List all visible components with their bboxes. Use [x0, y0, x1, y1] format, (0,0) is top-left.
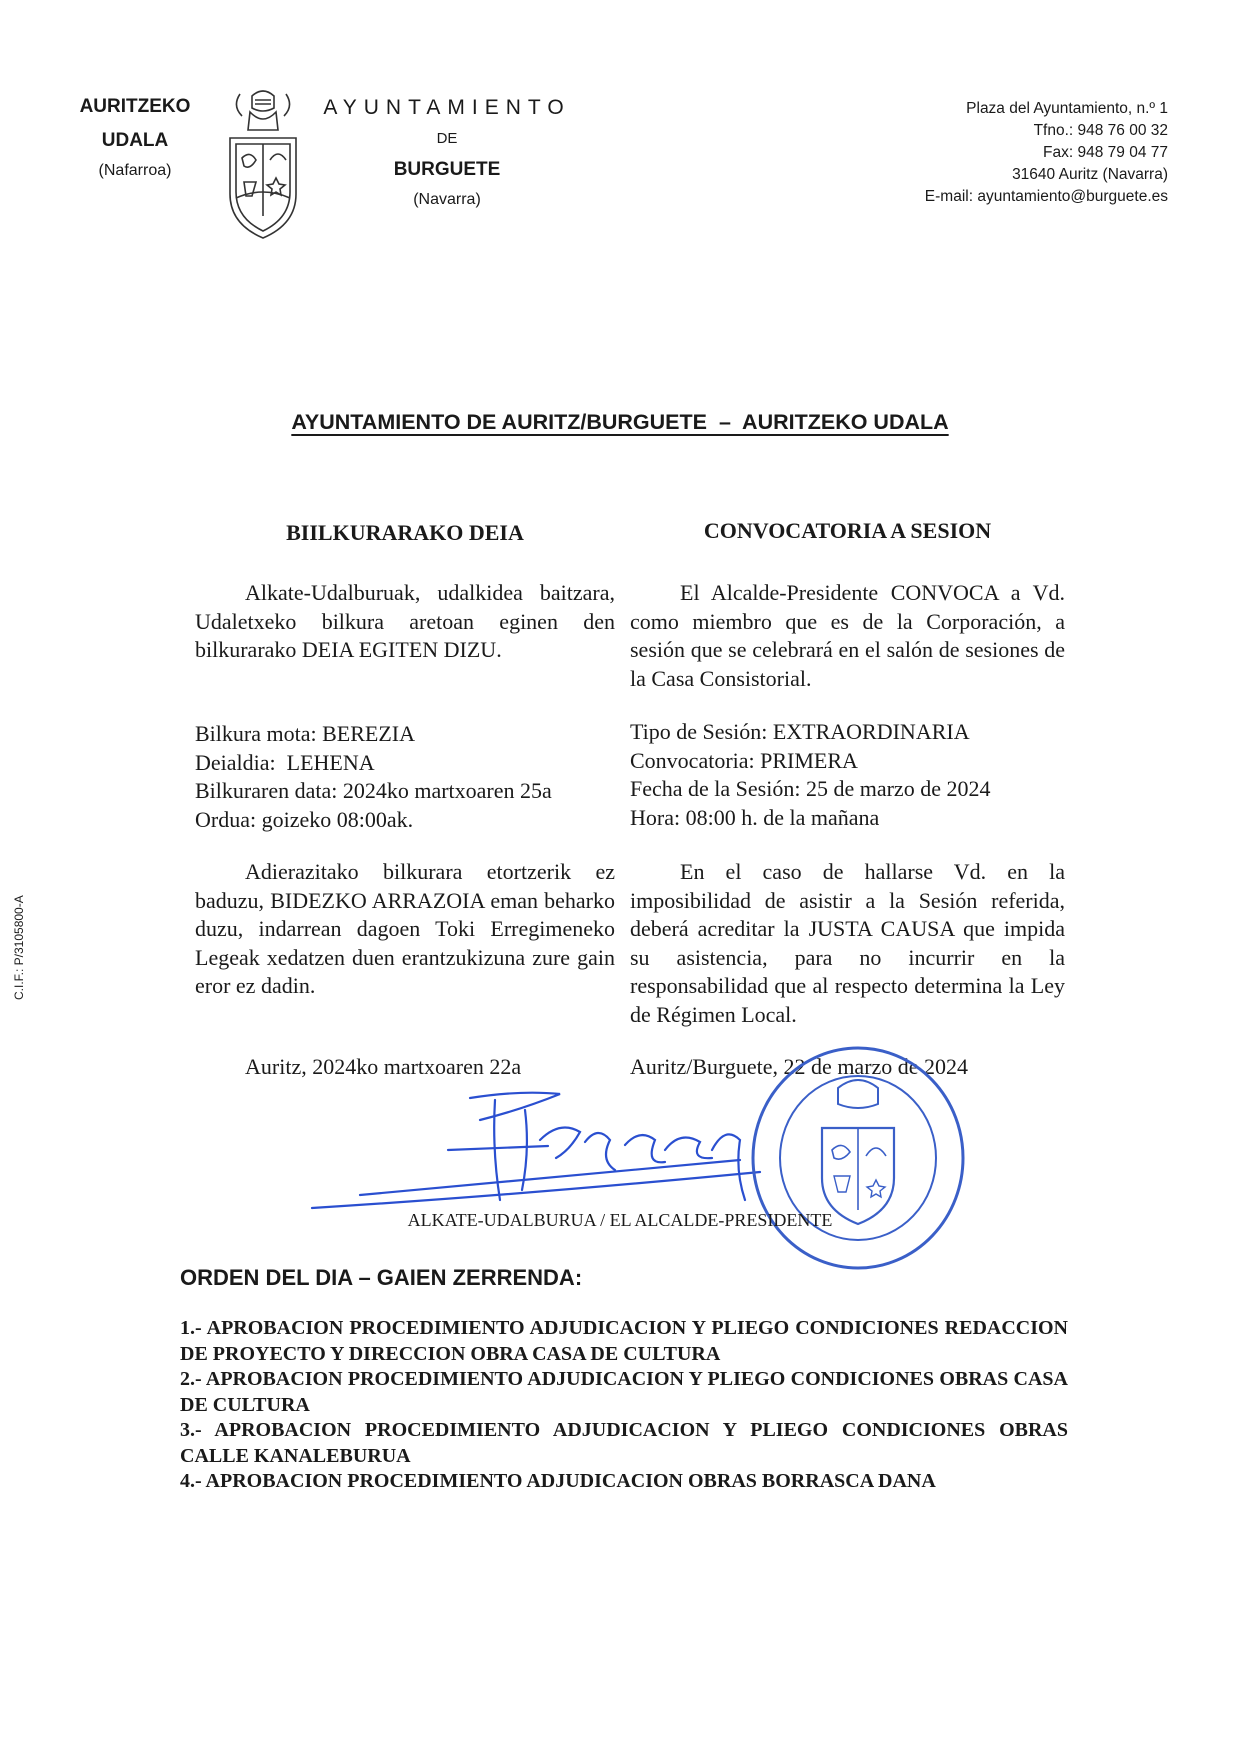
- letterhead-spanish-line1: AYUNTAMIENTO: [323, 96, 571, 119]
- basque-detail-call: Deialdia: LEHENA: [195, 749, 375, 775]
- basque-date: Auritz, 2024ko martxoaren 22a: [245, 1054, 522, 1079]
- contact-email: E-mail: ayuntamiento@burguete.es: [924, 188, 1168, 205]
- agenda-item: 4.- APROBACION PROCEDIMIENTO ADJUDICACION OBRAS BORRASCA DANA: [180, 1470, 936, 1492]
- agenda-item: 1.- APROBACION PROCEDIMIENTO ADJUDICACION Y PLIEGO CONDICIONES REDACCION DE PROYECTO Y DIRECCION OBRA CASA DE CULTURA: [180, 1317, 1068, 1365]
- side-cif: C.I.F.: P/3105800-A: [12, 895, 26, 1000]
- letterhead-basque-region: (Nafarroa): [98, 162, 172, 179]
- spanish-date: Auritz/Burguete, 22 de marzo de 2024: [630, 1054, 969, 1079]
- letterhead-spanish: [318, 96, 576, 209]
- signer-title: ALKATE-UDALBURUA / EL ALCALDE-PRESIDENTE: [407, 1210, 833, 1230]
- basque-heading: BIILKURARAKO DEIA: [286, 520, 524, 545]
- signature: [312, 1093, 760, 1208]
- basque-details: [195, 720, 615, 834]
- coat-of-arms-icon: [222, 86, 304, 246]
- contact-city: 31640 Auritz (Navarra): [1012, 166, 1168, 183]
- agenda-list: [180, 1316, 1068, 1495]
- letterhead-basque: [60, 96, 210, 180]
- page-title: AYUNTAMIENTO DE AURITZ/BURGUETE – AURITZEKO UDALA: [291, 410, 949, 434]
- letterhead-basque-line2: UDALA: [101, 130, 169, 151]
- contact-address: Plaza del Ayuntamiento, n.º 1: [966, 100, 1168, 117]
- basque-detail-type: Bilkura mota: BEREZIA: [195, 721, 415, 746]
- letterhead-spanish-region: (Navarra): [413, 191, 481, 208]
- letterhead-spanish-line3: BURGUETE: [393, 159, 501, 180]
- spanish-detail-time: Hora: 08:00 h. de la mañana: [630, 804, 880, 830]
- official-stamp: [753, 1048, 963, 1268]
- contact-block: [925, 98, 1168, 208]
- spanish-heading: CONVOCATORIA A SESION: [703, 518, 992, 543]
- spanish-detail-type: Tipo de Sesión: EXTRAORDINARIA: [630, 719, 970, 744]
- basque-intro: Alkate-Udalburuak, udalkidea baitzara, Udaletxeko bilkura aretoan eginen den bilkurarako DEIA EGITEN DIZU.: [195, 580, 615, 662]
- spanish-notice: En el caso de hallarse Vd. en la imposibilidad de asistir a la Sesión referida, deberá acreditar la JUSTA CAUSA que impida su asistencia, para no incurrir en la responsabilidad que al respecto determina la Ley de Régimen Local.: [630, 859, 1065, 1027]
- agenda-title: ORDEN DEL DIA – GAIEN ZERRENDA:: [180, 1265, 583, 1290]
- spanish-details: [630, 718, 1065, 832]
- agenda-item: 3.- APROBACION PROCEDIMIENTO ADJUDICACION Y PLIEGO CONDICIONES OBRAS CALLE KANALEBURUA: [180, 1419, 1068, 1467]
- contact-phone: Tfno.: 948 76 00 32: [1033, 122, 1168, 139]
- basque-detail-time: Ordua: goizeko 08:00ak.: [195, 806, 414, 832]
- spanish-detail-call: Convocatoria: PRIMERA: [630, 747, 858, 773]
- contact-fax: Fax: 948 79 04 77: [1043, 144, 1168, 161]
- letterhead-basque-line1: AURITZEKO: [79, 96, 191, 117]
- letterhead-spanish-line2: DE: [436, 130, 458, 147]
- basque-notice: Adierazitako bilkurara etortzerik ez baduzu, BIDEZKO ARRAZOIA eman beharko duzu, indarrean dagoen Toki Erregimeneko Legeak xedatzen duen erantzukizuna zure gain eror ez dadin.: [195, 859, 615, 998]
- spanish-intro: El Alcalde-Presidente CONVOCA a Vd. como miembro que es de la Corporación, a sesión que se celebrará en el salón de sesiones de la Casa Consistorial.: [630, 580, 1065, 691]
- spanish-detail-date: Fecha de la Sesión: 25 de marzo de 2024: [630, 776, 991, 801]
- basque-detail-date: Bilkuraren data: 2024ko martxoaren 25a: [195, 778, 552, 803]
- agenda-item: 2.- APROBACION PROCEDIMIENTO ADJUDICACION Y PLIEGO CONDICIONES OBRAS CASA DE CULTURA: [180, 1368, 1068, 1416]
